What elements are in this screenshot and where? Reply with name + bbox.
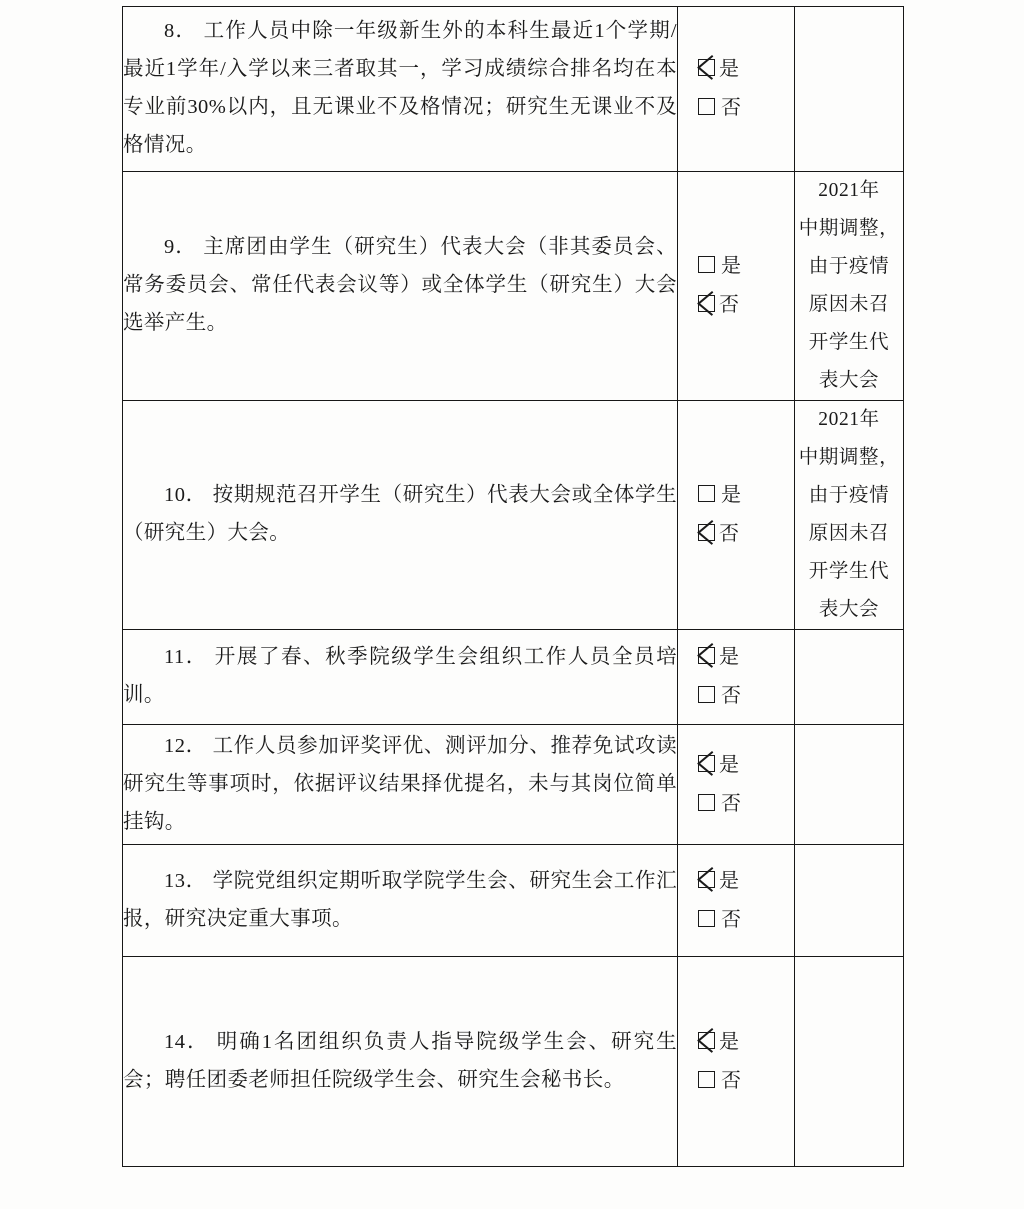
checkbox-empty-icon[interactable] xyxy=(698,1071,715,1088)
checkbox-empty-icon[interactable] xyxy=(698,910,715,927)
remark-line: 表大会 xyxy=(818,370,880,392)
checkbox-label: 是 xyxy=(719,646,740,669)
checkbox-group[interactable] xyxy=(678,630,795,725)
checkbox-option-no[interactable] xyxy=(678,1062,794,1101)
remark-line: 中期调整， xyxy=(798,447,900,469)
checkbox-option-yes[interactable] xyxy=(678,50,794,89)
item-number: 9． xyxy=(164,236,198,259)
item-number: 10． xyxy=(164,484,207,507)
remark-line: 开学生代 xyxy=(808,561,890,583)
remark-line: 由于疫情 xyxy=(808,485,890,507)
checkbox-option-no[interactable] xyxy=(678,785,794,824)
remark-line: 开学生代 xyxy=(808,332,890,354)
checkbox-checked-icon[interactable] xyxy=(698,524,715,541)
checklist-item-text xyxy=(123,630,678,725)
checkbox-option-no[interactable] xyxy=(678,286,794,325)
checkbox-group[interactable] xyxy=(678,7,795,172)
checklist-table xyxy=(122,6,904,1167)
checkbox-option-no[interactable] xyxy=(678,901,794,940)
checkbox-label: 是 xyxy=(721,255,742,278)
checklist-item-text xyxy=(123,725,678,845)
item-number: 14． xyxy=(164,1030,210,1053)
checkbox-option-no[interactable] xyxy=(678,515,794,554)
table-row xyxy=(123,725,904,845)
item-body: 开展了春、秋季院级学生会组织工作人员全员培训。 xyxy=(123,646,677,707)
item-body: 学院党组织定期听取学院学生会、研究生会工作汇报，研究决定重大事项。 xyxy=(123,869,678,930)
remark-cell xyxy=(795,7,904,172)
checkbox-option-yes[interactable] xyxy=(678,638,794,677)
checkbox-group[interactable] xyxy=(678,725,795,845)
checkbox-empty-icon[interactable] xyxy=(698,256,715,273)
checkbox-checked-icon[interactable] xyxy=(698,755,715,772)
remark-cell xyxy=(795,725,904,845)
checkbox-option-yes[interactable] xyxy=(678,1023,794,1062)
checkbox-label: 是 xyxy=(719,1030,740,1053)
checkbox-checked-icon[interactable] xyxy=(698,871,715,888)
item-number: 11． xyxy=(164,646,209,669)
table-row xyxy=(123,172,904,401)
checklist-item-text xyxy=(123,7,678,172)
checkbox-checked-icon[interactable] xyxy=(698,59,715,76)
item-body: 明确1名团组织负责人指导院级学生会、研究生会；聘任团委老师担任院级学生会、研究生会秘书长。 xyxy=(123,1030,678,1091)
remark-line: 表大会 xyxy=(818,599,880,621)
checkbox-group[interactable] xyxy=(678,172,795,401)
checkbox-label: 否 xyxy=(719,294,740,317)
item-body: 主席团由学生（研究生）代表大会（非其委员会、常务委员会、常任代表会议等）或全体学生（研究生）大会选举产生。 xyxy=(123,236,677,334)
table-row xyxy=(123,401,904,630)
item-number: 13． xyxy=(164,869,207,892)
remark-line: 原因未召 xyxy=(808,294,890,316)
checklist-table-body xyxy=(123,7,904,1167)
item-body: 按期规范召开学生（研究生）代表大会或全体学生（研究生）大会。 xyxy=(123,484,678,545)
checkbox-option-yes[interactable] xyxy=(678,862,794,901)
item-body: 工作人员中除一年级新生外的本科生最近1个学期/最近1学年/入学以来三者取其一，学习成绩综合排名均在本专业前30%以内，且无课业不及格情况；研究生无课业不及格情况。 xyxy=(123,20,678,156)
remark-line: 由于疫情 xyxy=(808,256,890,278)
checkbox-checked-icon[interactable] xyxy=(698,1032,715,1049)
checkbox-label: 是 xyxy=(719,58,740,80)
checkbox-label: 是 xyxy=(719,753,740,776)
checkbox-label: 是 xyxy=(719,869,740,892)
checkbox-option-no[interactable] xyxy=(678,677,794,716)
checkbox-option-yes[interactable] xyxy=(678,746,794,785)
checkbox-option-no[interactable] xyxy=(678,89,794,128)
checkbox-empty-icon[interactable] xyxy=(698,686,715,703)
checkbox-label: 否 xyxy=(721,792,742,815)
table-row xyxy=(123,7,904,172)
checkbox-label: 否 xyxy=(721,908,742,931)
remark-cell xyxy=(795,845,904,957)
remark-cell xyxy=(795,957,904,1167)
checkbox-label: 是 xyxy=(721,484,742,507)
checklist-item-text xyxy=(123,401,678,630)
checkbox-option-yes[interactable] xyxy=(678,476,794,515)
remark-cell xyxy=(795,401,904,630)
checkbox-empty-icon[interactable] xyxy=(698,794,715,811)
checklist-item-text xyxy=(123,957,678,1167)
checkbox-checked-icon[interactable] xyxy=(698,647,715,664)
item-number: 8． xyxy=(164,20,198,43)
checklist-item-text xyxy=(123,845,678,957)
checkbox-label: 否 xyxy=(721,685,742,708)
item-body: 工作人员参加评奖评优、测评加分、推荐免试攻读研究生等事项时，依据评议结果择优提名，未与其岗位简单挂钩。 xyxy=(123,734,678,833)
remark-line: 2021年 xyxy=(818,180,880,201)
remark-cell xyxy=(795,630,904,725)
remark-line: 中期调整， xyxy=(798,218,900,240)
checkbox-group[interactable] xyxy=(678,957,795,1167)
table-row xyxy=(123,845,904,957)
checkbox-label: 否 xyxy=(719,523,740,546)
checkbox-label: 否 xyxy=(721,1069,742,1092)
item-number: 12． xyxy=(164,734,207,757)
remark-cell xyxy=(795,172,904,401)
checkbox-group[interactable] xyxy=(678,401,795,630)
checkbox-option-yes[interactable] xyxy=(678,247,794,286)
checkbox-empty-icon[interactable] xyxy=(698,485,715,502)
table-row xyxy=(123,630,904,725)
remark-line: 2021年 xyxy=(818,409,880,431)
table-row xyxy=(123,957,904,1167)
checkbox-label: 否 xyxy=(721,97,742,119)
remark-line: 原因未召 xyxy=(808,523,890,545)
checkbox-empty-icon[interactable] xyxy=(698,98,715,115)
checkbox-group[interactable] xyxy=(678,845,795,957)
checklist-item-text xyxy=(123,172,678,401)
checkbox-checked-icon[interactable] xyxy=(698,295,715,312)
